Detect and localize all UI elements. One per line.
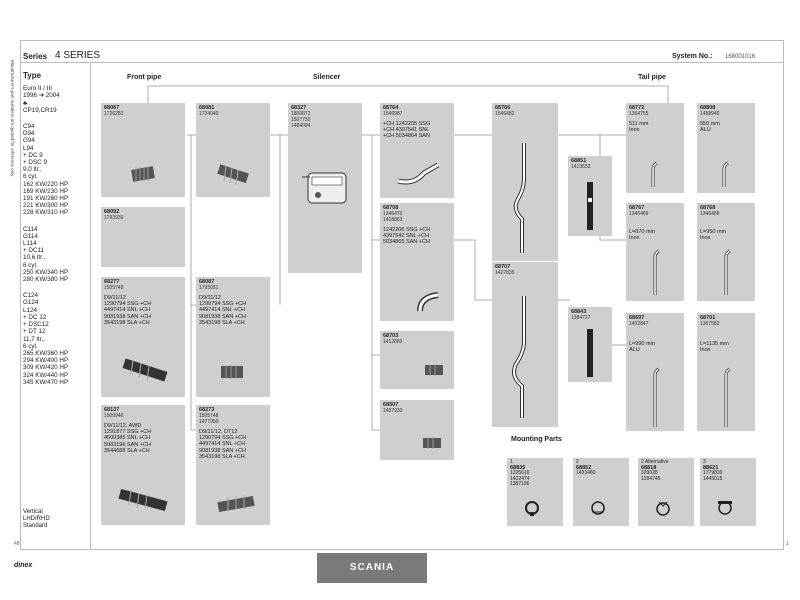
mounting-item-68852 [573,458,629,526]
part-variants: L=1135 mm Inox [700,341,729,354]
series-value: 4 SERIES [55,50,101,61]
flex-pipe-icon [129,163,159,185]
tail-pipe-icon [719,367,733,429]
part-code: 68818 [641,464,657,471]
clamp-icon [715,498,735,518]
part-box-68092 [101,207,185,267]
part-number: 1734040 [199,111,219,117]
series-label: Series [23,52,48,61]
part-number: 1800871 1507750 1484094 [291,111,311,129]
flex-pipe-icon [214,493,258,517]
flex-pipe-icon [115,485,171,515]
part-box-68808 [697,103,755,193]
part-number: 1795051 [199,285,219,291]
part-code: 68697 [629,315,645,321]
part-number: 1364755 [629,111,649,117]
part-number: 1412883 [383,339,403,345]
part-box-68708 [380,203,454,321]
part-code: 68835 [510,464,526,471]
part-box-68851 [568,156,612,236]
clamp-icon [653,498,673,518]
part-number: 329028 1394745 [641,470,661,482]
part-box-68703 [380,331,454,389]
part-variants: +CH 1242205 SSG +CH 4397541 SNL +CH 5034864 SAN [383,121,431,140]
part-box-68697 [626,313,684,431]
part-code: 68327 [291,105,307,111]
tail-pipe-icon [648,249,662,297]
part-number: 1413633 [571,164,591,170]
part-box-68772 [626,103,684,193]
part-code: 68277 [104,279,120,285]
part-box-68701 [697,313,755,431]
elbow-pipe-icon [414,289,444,315]
vertical-pipe-icon [510,292,538,422]
flex-pipe-icon [119,357,171,385]
part-number: 1505748 1477950 [199,413,219,425]
part-code: 88621 [703,464,719,471]
part-box-68277 [101,277,185,397]
scania-brand-tab: SCANIA [317,553,427,583]
part-box-68067 [101,103,185,197]
type-group-emission: Euro II / III 1996 ➔ 2004 ♣ CP19,CR19 [23,85,60,114]
part-code: 68764 [383,105,399,111]
part-code: 68766 [495,105,511,111]
part-number: 1500946 [104,413,124,419]
mounting-item-68818 [638,458,694,526]
part-number: 1384727 [571,315,591,321]
tail-pipe-icon [717,161,731,189]
tail-pipe-icon [648,367,662,429]
silencer-box-icon [302,163,352,213]
part-code: 68273 [199,407,215,413]
system-no-label: System No.: [672,53,713,60]
dinex-logo: dinex [14,562,33,569]
part-code: 68707 [495,264,511,270]
part-code: 68137 [104,407,120,413]
part-box-68707 [492,262,558,427]
part-code: 68087 [199,279,215,285]
part-box-68087 [196,277,270,397]
part-number: 1346489 [629,211,649,217]
mounting-index: 2 [576,459,579,465]
side-note: Manufacturer's part numbers are quoted for reference only [10,60,15,177]
part-code: 68852 [576,464,592,471]
part-box-68843 [568,307,612,382]
part-variants: 1242206 SSG +CH 4397542 SNL +CH 5034865 SAN +CH [383,227,431,246]
flex-pipe-icon [420,434,444,452]
part-number: 1546482 [495,111,515,117]
type-group-114: C114 G114 L114 + DC11 10,6 ltr., 6 cyl. 250 KW/340 HP 280 KW/380 HP [23,225,69,284]
clamp-icon [588,498,608,518]
part-box-68768 [697,203,755,301]
part-number: 1346488 [700,211,720,217]
part-number: 1793939 [104,215,124,221]
part-variants: D9/11/12 1290794 SSG +CH 4497414 SNL +CH 9081938 SAN +CH 3543198 SLA +CH [104,295,152,326]
part-number: 1402847 [629,321,649,327]
front-pipe-heading: Front pipe [127,74,162,81]
part-code: 68092 [104,209,120,215]
part-number: 1726281 [104,111,124,117]
part-code: 68767 [629,205,645,211]
mounting-index: 1 [510,459,513,465]
part-box-68507 [380,400,454,460]
type-footer: Vertical LHD/RHD Standard [23,509,50,529]
bent-pipe-icon [394,159,442,189]
silencer-heading: Silencer [313,74,341,81]
part-number: 1487930 [383,408,403,414]
clamp-icon [522,498,542,518]
part-code: 68703 [383,333,399,339]
part-code: 68843 [571,309,587,315]
flex-section-icon [585,180,595,232]
part-box-68327 [288,103,362,273]
part-number: 1367582 [700,321,720,327]
vertical-pipe-icon [512,139,536,257]
part-box-68766 [492,103,558,261]
type-title: Type [23,71,42,80]
part-code: 68772 [629,105,645,111]
type-group-124: C124 G124 L124 + DC 12 + DSC12 + DT 12 11,7 ltr., 6 cyl. 265 KW/360 HP 294 KW/400 HP 309 KW/420 HP 324 KW/440 HP 345 KW/470 HP [23,292,69,386]
type-group-94: C94 D94 G94 L94 + DC 9 + DSC 9 9,0 ltr., 6 cyl. 162 KW/220 HP 169 KW/230 HP 191 KW/260 HP 221 KW/300 HP 228 KW/310 HP [23,123,69,217]
tail-pipe-icon [646,161,660,189]
part-box-68137 [101,405,185,525]
part-box-68273 [196,405,270,525]
tail-pipe-heading: Tail pipe [638,74,666,81]
part-number: 1779830 1445015 [703,470,723,482]
part-code: 68768 [700,205,716,211]
part-code: 68701 [700,315,716,321]
flex-section-icon [585,327,595,379]
part-code: 68708 [383,205,399,211]
mounting-item-88621 [700,458,756,526]
part-number: 1335616 1422474 1387196 [510,470,530,487]
flex-pipe-icon [422,361,446,379]
part-box-68764 [380,103,454,198]
part-variants: D9/11/12, DT12 1290794 SSG +CH 4497414 SNL +CH 9081938 SAN +CH 3543198 SLA +CH [199,429,247,460]
part-number: 1488946 [700,111,720,117]
part-variants: 511 mm Inox [629,121,649,134]
part-variants: D9/11/12 1290794 SSG +CH 4497414 SNL +CH 9081938 SAN +CH 3543198 SLA +CH [199,295,247,326]
system-no-value: 168001016 [725,54,756,60]
part-code: 68507 [383,402,399,408]
page-number-right: 1 [786,541,789,547]
mounting-parts-heading: Mounting Parts [511,436,562,443]
mounting-index: 2 Alternative [641,459,669,465]
part-number: 1433480 [576,470,596,476]
part-number: 1546987 [383,111,403,117]
part-code: 68808 [700,105,716,111]
part-code: 68081 [199,105,215,111]
mounting-index: 3 [703,459,706,465]
part-box-68767 [626,203,684,301]
flex-pipe-icon [218,361,248,383]
part-number: 1505749 [104,285,124,291]
mounting-item-68835 [507,458,563,526]
part-variants: D9/11/12, AWD 1291877 SSG +CH 4500385 SNL +CH 5083196 SAN +CH 3544688 SLA +CH [104,423,152,454]
part-number: 1346470 1418863 [383,211,403,223]
flex-pipe-icon [214,163,254,187]
part-code: 68851 [571,158,587,164]
part-number: 1427835 [495,270,515,276]
page-number-left: 48 [14,541,20,547]
part-variants: 550 mm ALU [700,121,720,134]
tail-pipe-icon [719,249,733,297]
part-variants: L=990 mm ALU [629,341,656,354]
part-box-68081 [196,103,270,197]
part-variants: L=870 mm Inox [629,229,656,242]
part-variants: L=950 mm Inox [700,229,727,242]
part-code: 68067 [104,105,120,111]
